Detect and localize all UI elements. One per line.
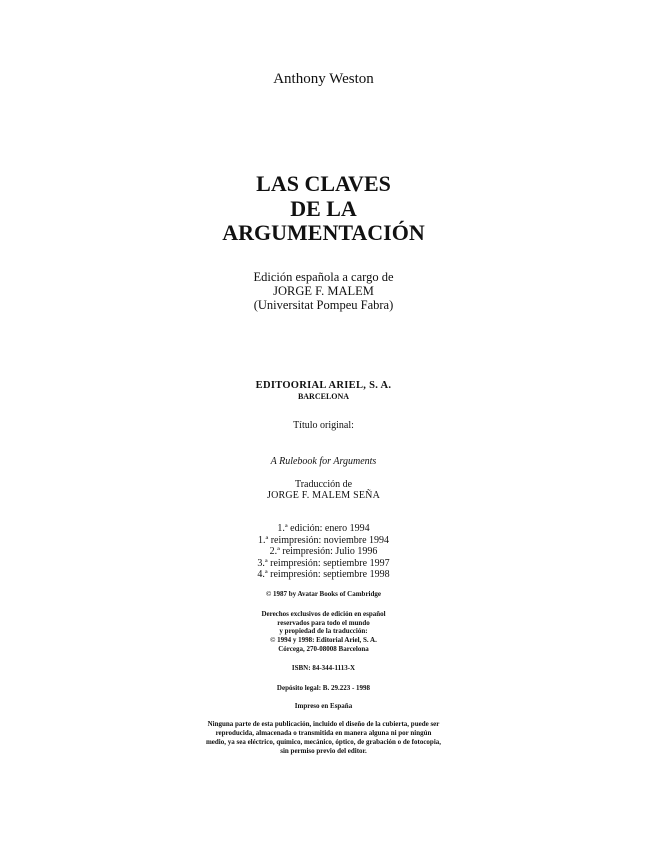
edition-history-item: 2.ª reimpresión: Julio 1996 — [269, 546, 378, 557]
rights-line: reservados para todo el mundo — [277, 619, 370, 627]
author-name: Anthony Weston — [273, 71, 374, 87]
rights-line: y propiedad de la traducción: — [279, 627, 368, 635]
original-copyright: © 1987 by Avatar Books of Cambridge — [265, 590, 382, 598]
isbn-number: ISBN: 84-344-1113-X — [291, 664, 356, 672]
edition-history-item: 4.ª reimpresión: septiembre 1998 — [257, 569, 390, 580]
legal-deposit: Depósito legal: B. 29.223 - 1998 — [276, 684, 371, 692]
translation-label: Traducción de — [294, 479, 353, 490]
copyright-notice-line: medio, ya sea eléctrico, químico, mecánico, óptico, de grabación o de fotocopia, — [205, 738, 442, 746]
edition-history-item: 1.ª reimpresión: noviembre 1994 — [257, 535, 390, 546]
rights-line: Derechos exclusivos de edición en español — [261, 610, 386, 618]
rights-line: Córcega, 270-08008 Barcelona — [278, 645, 369, 653]
book-title-line-1: LAS CLAVES — [256, 171, 391, 196]
translator-name: JORGE F. MALEM SEÑA — [266, 490, 380, 501]
copyright-notice-line: sin permiso previo del editor. — [280, 747, 367, 755]
edition-credit: Edición española a cargo de — [253, 270, 394, 284]
copyright-notice-line: reproducida, almacenada o transmitida en manera alguna ni por ningún — [215, 729, 432, 737]
original-title: A Rulebook for Arguments — [270, 456, 377, 467]
copyright-notice-line: Ninguna parte de esta publicación, incluido el diseño de la cubierta, puede ser — [207, 720, 440, 728]
book-title-line-2: DE LA — [290, 196, 357, 221]
original-title-label: Título original: — [293, 420, 354, 431]
edition-affiliation: (Universitat Pompeu Fabra) — [253, 298, 394, 312]
publisher-name: EDITOORIAL ARIEL, S. A. — [255, 380, 392, 391]
printed-in: Impreso en España — [294, 702, 353, 710]
edition-history-item: 3.ª reimpresión: septiembre 1997 — [257, 558, 390, 569]
edition-editor: JORGE F. MALEM — [273, 284, 374, 298]
rights-line: © 1994 y 1998: Editorial Ariel, S. A. — [270, 636, 377, 644]
publisher-city: BARCELONA — [297, 392, 350, 401]
edition-history-item: 1.ª edición: enero 1994 — [277, 523, 370, 534]
book-title-line-3: ARGUMENTACIÓN — [222, 220, 425, 245]
